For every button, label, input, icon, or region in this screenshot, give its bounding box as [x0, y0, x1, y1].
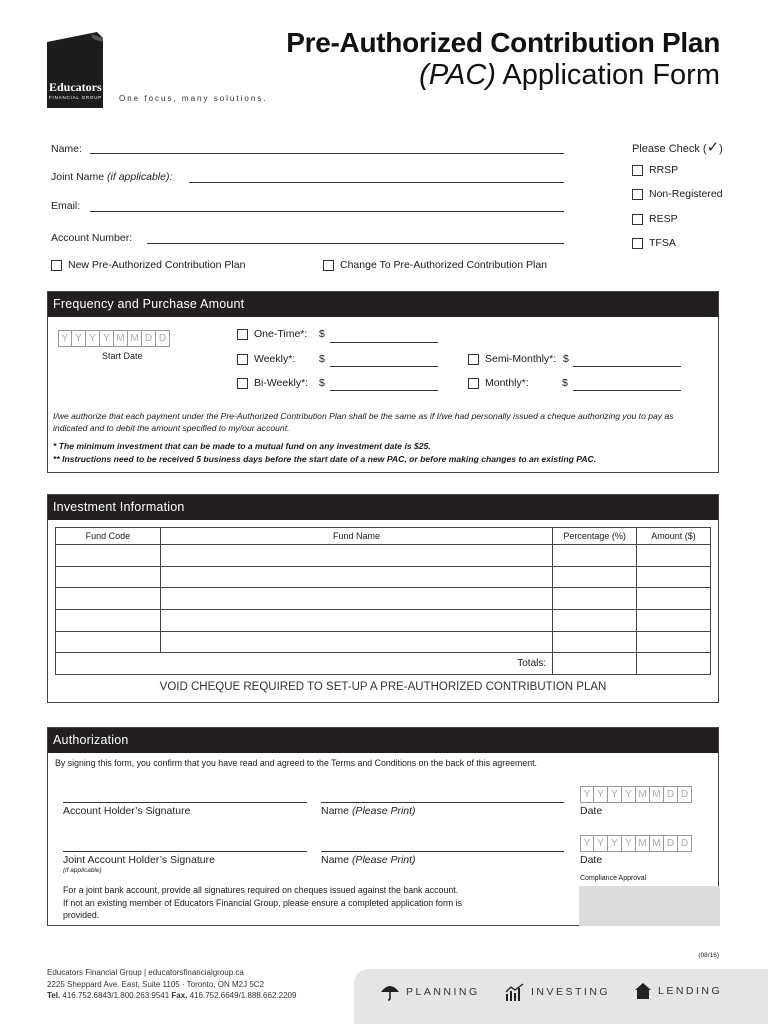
one-time-label: One-Time*:	[254, 328, 308, 340]
footer-phone	[47, 990, 296, 1002]
fund-name-cell[interactable]	[160, 545, 552, 567]
joint-name-field[interactable]	[189, 182, 564, 183]
percentage-cell[interactable]	[553, 545, 637, 567]
resp-option[interactable]	[632, 213, 678, 225]
percentage-cell[interactable]	[553, 566, 637, 588]
bi-weekly-option[interactable]	[237, 377, 308, 389]
compliance-label: Compliance Approval	[580, 875, 647, 882]
resp-checkbox[interactable]	[632, 214, 643, 225]
rrsp-label: RRSP	[649, 164, 679, 176]
date-cell: M	[636, 786, 650, 803]
joint-signature-hint: (if applicable)	[63, 867, 102, 874]
authorize-text: I/we authorize that each payment under the Pre-Authorized Contribution Plan shall be the same as if I/we had personally issued a cheque authorizing you to pay as indicated and to debit the amount specified to my/our account.	[53, 411, 674, 433]
weekly-amount[interactable]	[330, 366, 438, 367]
investment-section	[47, 494, 719, 703]
logo	[47, 30, 109, 108]
rrsp-option[interactable]	[632, 164, 678, 176]
name-hint: (Please Print)	[351, 805, 416, 817]
table-header-row	[56, 528, 711, 545]
tab-investing-label: INVESTING	[531, 986, 611, 998]
col-fund-code: Fund Code	[56, 528, 161, 545]
date-cell: Y	[594, 835, 608, 852]
resp-label: RESP	[649, 213, 678, 225]
rrsp-checkbox[interactable]	[632, 165, 643, 176]
footer-contact	[47, 967, 296, 1002]
fax-label: Fax.	[171, 991, 188, 1000]
holder-signature-field[interactable]	[63, 802, 307, 803]
amount-cell[interactable]	[637, 588, 711, 610]
table-row	[56, 631, 711, 653]
date-cell: M	[650, 786, 664, 803]
date-cell: Y	[580, 786, 594, 803]
weekly-option[interactable]	[237, 353, 295, 365]
umbrella-icon	[380, 983, 400, 1001]
semi-monthly-dollar: $	[563, 353, 569, 365]
title-line1: Pre-Authorized Contribution Plan	[286, 27, 720, 58]
investment-title: Investment Information	[48, 495, 718, 520]
email-label: Email:	[51, 200, 81, 212]
check-mark-icon: ✓	[706, 139, 720, 156]
percentage-cell[interactable]	[553, 631, 637, 653]
date-cell: M	[128, 330, 142, 347]
frequency-section	[47, 291, 719, 473]
monthly-amount[interactable]	[573, 390, 681, 391]
joint-name-print-label	[321, 854, 416, 866]
date-cell: Y	[580, 835, 594, 852]
date-cell: D	[664, 786, 678, 803]
footer-tabs	[354, 969, 768, 1024]
table-row	[56, 588, 711, 610]
date-cell: Y	[608, 786, 622, 803]
tfsa-checkbox[interactable]	[632, 238, 643, 249]
date-cell: Y	[622, 835, 636, 852]
tfsa-label: TFSA	[649, 237, 676, 249]
total-percentage-cell[interactable]	[553, 653, 637, 675]
start-date-input[interactable]	[58, 330, 170, 347]
one-time-option[interactable]	[237, 328, 307, 340]
footer-address: 2225 Sheppard Ave. East, Suite 1105 · Toronto, ON M2J 5C2	[47, 979, 265, 989]
joint-signature-label: Joint Account Holder’s Signature	[63, 854, 215, 866]
name-text: Name	[321, 805, 350, 817]
change-pac-checkbox[interactable]	[323, 260, 334, 271]
col-amount: Amount ($)	[637, 528, 711, 545]
weekly-dollar: $	[319, 353, 325, 365]
fund-code-cell[interactable]	[56, 631, 161, 653]
email-field[interactable]	[90, 211, 564, 212]
name-label: Name:	[51, 143, 82, 155]
semi-monthly-checkbox[interactable]	[468, 354, 479, 365]
frequency-title: Frequency and Purchase Amount	[48, 292, 718, 317]
totals-row	[56, 653, 711, 675]
account-number-label: Account Number:	[51, 232, 133, 244]
amount-cell[interactable]	[637, 566, 711, 588]
percentage-cell[interactable]	[553, 588, 637, 610]
void-cheque-notice: VOID CHEQUE REQUIRED TO SET-UP A PRE-AUTHORIZED CONTRIBUTION PLAN	[159, 681, 607, 693]
semi-monthly-label: Semi-Monthly*:	[485, 353, 557, 365]
fund-name-cell[interactable]	[160, 631, 552, 653]
fund-code-cell[interactable]	[56, 588, 161, 610]
one-time-checkbox[interactable]	[237, 329, 248, 340]
tfsa-option[interactable]	[632, 237, 676, 249]
bi-weekly-dollar: $	[319, 377, 325, 389]
please-check-close: )	[719, 143, 723, 155]
logo-sub: FINANCIAL GROUP	[49, 95, 103, 100]
monthly-label: Monthly*:	[485, 377, 529, 389]
joint-date-input[interactable]	[580, 835, 692, 852]
weekly-label: Weekly*:	[254, 353, 296, 365]
non-registered-option[interactable]	[632, 188, 723, 200]
fund-code-cell[interactable]	[56, 610, 161, 632]
form-version: (08/16)	[698, 952, 719, 959]
tel-number: 416.752.6843/1.800.263.9541	[60, 991, 172, 1000]
name-text: Name	[321, 854, 350, 866]
monthly-dollar: $	[562, 377, 568, 389]
compliance-box	[579, 886, 720, 926]
date-cell: Y	[72, 330, 86, 347]
start-date-label: Start Date	[102, 351, 143, 361]
date-cell: D	[664, 835, 678, 852]
weekly-checkbox[interactable]	[237, 354, 248, 365]
date-cell: Y	[594, 786, 608, 803]
authorization-title: Authorization	[48, 728, 718, 753]
holder-signature-label: Account Holder’s Signature	[63, 805, 191, 817]
new-pac-option[interactable]	[51, 259, 245, 271]
bi-weekly-checkbox[interactable]	[237, 378, 248, 389]
tab-lending-label: LENDING	[658, 985, 723, 997]
fund-name-cell[interactable]	[160, 588, 552, 610]
joint-name-print-field[interactable]	[321, 851, 564, 852]
tab-investing[interactable]	[505, 983, 610, 1001]
tab-planning[interactable]	[380, 983, 480, 1001]
percentage-cell[interactable]	[553, 610, 637, 632]
amount-cell[interactable]	[637, 545, 711, 567]
date-cell: D	[678, 786, 692, 803]
tagline: One focus, many solutions.	[119, 94, 268, 103]
change-pac-option[interactable]	[323, 259, 547, 271]
fax-number: 416.752.6649/1.888.662.2209	[187, 991, 297, 1000]
joint-name-text: Joint Name	[51, 171, 105, 183]
col-percentage: Percentage (%)	[553, 528, 637, 545]
non-registered-checkbox[interactable]	[632, 189, 643, 200]
date-cell: Y	[100, 330, 114, 347]
authorization-section	[47, 727, 719, 926]
col-fund-name: Fund Name	[160, 528, 552, 545]
tab-planning-label: PLANNING	[406, 986, 480, 998]
joint-date-label: Date	[580, 854, 603, 866]
tab-lending[interactable]	[634, 982, 722, 1000]
date-cell: M	[636, 835, 650, 852]
fund-name-cell[interactable]	[160, 566, 552, 588]
house-icon	[634, 982, 652, 1000]
change-pac-label: Change To Pre-Authorized Contribution Plan	[340, 259, 548, 271]
new-pac-checkbox[interactable]	[51, 260, 62, 271]
date-cell: D	[142, 330, 156, 347]
table-row	[56, 610, 711, 632]
fund-code-cell[interactable]	[56, 545, 161, 567]
holder-date-label: Date	[580, 805, 603, 817]
please-check-text: Please Check (	[632, 143, 707, 155]
title-pac: (PAC)	[419, 59, 496, 91]
name-field[interactable]	[90, 153, 564, 154]
semi-monthly-amount[interactable]	[573, 366, 681, 367]
date-cell: Y	[58, 330, 72, 347]
holder-date-input[interactable]	[580, 786, 692, 803]
logo-name: Educators	[49, 80, 102, 94]
monthly-checkbox[interactable]	[468, 378, 479, 389]
date-cell: Y	[622, 786, 636, 803]
amount-cell[interactable]	[637, 610, 711, 632]
title-line2	[286, 59, 720, 92]
date-cell: M	[650, 835, 664, 852]
chart-icon	[505, 983, 525, 1001]
joint-name-label	[51, 171, 172, 183]
joint-account-note: For a joint bank account, provide all signatures required on cheques issued against the bank account. If not an existing member of Educators Financial Group, please ensure a completed application form is provided.	[63, 885, 462, 920]
joint-signature-field[interactable]	[63, 851, 307, 852]
tel-label: Tel.	[47, 991, 61, 1000]
bi-weekly-label: Bi-Weekly*:	[254, 377, 309, 389]
new-pac-label: New Pre-Authorized Contribution Plan	[68, 259, 246, 271]
table-row	[56, 566, 711, 588]
joint-name-hint: (if applicable):	[107, 171, 173, 183]
investment-table	[55, 527, 711, 675]
monthly-option[interactable]	[468, 377, 529, 389]
holder-name-field[interactable]	[321, 802, 564, 803]
totals-label: Totals:	[56, 653, 553, 675]
date-cell: D	[678, 835, 692, 852]
account-number-field[interactable]	[147, 243, 564, 244]
one-time-dollar: $	[319, 328, 325, 340]
amount-cell[interactable]	[637, 631, 711, 653]
footer-org: Educators Financial Group | educatorsfinancialgroup.ca	[47, 968, 244, 977]
note-minimum: * The minimum investment that can be made to a mutual fund on any investment date is $25.	[53, 441, 431, 451]
note-instructions: ** Instructions need to be received 5 business days before the start date of a new PAC, or before making changes to an existing PAC.	[53, 454, 597, 464]
title-form: Application Form	[495, 59, 720, 91]
total-amount-cell[interactable]	[637, 653, 711, 675]
date-cell: M	[114, 330, 128, 347]
page-title	[286, 27, 720, 92]
please-check-heading	[632, 138, 723, 156]
non-registered-label: Non-Registered	[649, 188, 723, 200]
fund-code-cell[interactable]	[56, 566, 161, 588]
fund-name-cell[interactable]	[160, 610, 552, 632]
date-cell: Y	[608, 835, 622, 852]
one-time-amount[interactable]	[330, 342, 438, 343]
semi-monthly-option[interactable]	[468, 353, 556, 365]
date-cell: D	[156, 330, 170, 347]
holder-name-label	[321, 805, 416, 817]
table-row	[56, 545, 711, 567]
bi-weekly-amount[interactable]	[330, 390, 438, 391]
confirm-text: By signing this form, you confirm that you have read and agreed to the Terms and Conditions on the back of this agreement.	[55, 758, 537, 768]
name-hint: (Please Print)	[351, 854, 416, 866]
date-cell: Y	[86, 330, 100, 347]
